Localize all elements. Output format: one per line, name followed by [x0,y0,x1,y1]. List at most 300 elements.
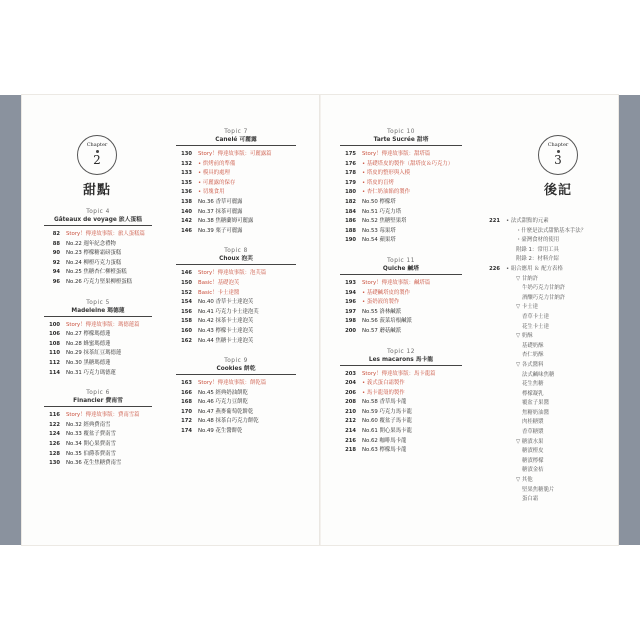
entry-title: No.27 檸檬瑪德蓮 [66,331,111,338]
entry-title: • 烘烤前的準備 [198,160,236,167]
page-number: 135 [181,179,192,186]
toc-entry [340,198,462,208]
page-number: 146 [181,270,192,277]
topic-underline [44,225,152,226]
page-number: 96 [52,278,60,285]
page-number: 154 [181,299,192,306]
topic-block [176,247,296,346]
toc-entry [340,279,462,289]
entry-title: Story！傳達故事版：費南雪篇 [66,412,140,419]
entry-title: • 基礎鹹塔皮的製作 [362,289,411,296]
topic-heading [44,208,152,224]
page-number: 122 [49,421,60,428]
entry-title: No.25 焦糖杏仁柳橙蛋糕 [66,269,127,276]
entry-title: Story！傳達故事版：鹹塔篇 [362,279,431,286]
toc-entry [340,379,462,389]
topic-block [176,128,296,236]
page-number: 132 [181,160,192,167]
page-number: 162 [181,337,192,344]
page-number: 82 [52,231,60,237]
page-number: 216 [345,437,356,444]
entry-title: No.35 伯爵茶費南雪 [66,450,116,457]
page-number [484,236,500,246]
toc-entry [44,411,152,421]
toc-entry [340,188,462,198]
toc-entry [484,399,604,409]
entry-title: No.37 抹茶可麗露 [198,208,243,215]
entry-title: No.60 覆盆子馬卡龍 [362,418,412,425]
entry-title: ▽ 甘納許 [516,275,539,282]
entry-title: ▽ 糖漬水果 [516,438,544,445]
page-number [484,438,500,448]
page-number: 160 [181,327,192,334]
topic-heading [340,257,462,273]
page-number: 124 [49,431,60,438]
entry-title: 酒釀巧克力甘納許 [522,294,566,301]
entry-title: • 塔皮的整形與入模 [362,170,411,177]
page-number: 186 [345,218,356,225]
page-number: 198 [345,318,356,325]
topic-name: Tarte Sucrée 甜塔 [373,137,429,143]
toc-entry [340,208,462,218]
chapter-number: 2 [93,153,101,167]
toc-entry [484,294,604,304]
entry-title: • 馬卡龍殼的製作 [362,389,405,396]
chapter-title: 後記 [543,183,572,198]
page-number [484,361,500,371]
entry-title: No.28 蜂蜜瑪德蓮 [66,340,111,347]
page-number [484,466,500,476]
entry-title: 法式鹹味焦糖 [522,371,555,378]
entry-title: No.52 焦糖堅果塔 [362,218,407,225]
entry-title: No.32 經典費南雪 [66,421,111,428]
toc-entry [176,160,296,170]
toc-entry [176,269,296,279]
entry-title: 糖漬金桔 [522,467,544,474]
page-number: 197 [345,308,356,315]
entry-title: No.61 開心果馬卡龍 [362,428,412,435]
toc-entry [484,217,604,227]
entry-title: 杏仁奶酥 [522,352,544,359]
entry-title: No.44 焦糖卡士達泡芙 [198,337,254,344]
toc-entry [340,408,462,418]
page-number: 188 [345,227,356,234]
toc-entry [44,369,152,379]
entry-title: No.34 開心果費南雪 [66,440,116,447]
toc-column-left-1 [44,208,152,469]
entry-title: 焦糖奶油醬 [522,409,549,416]
toc-entry [44,249,152,259]
toc-entry [340,446,462,456]
toc-entry [44,240,152,250]
toc-entry [340,327,462,337]
page-number: 210 [345,408,356,415]
entry-title: No.23 檸檬糖霜磅蛋糕 [66,250,122,257]
chapter-badge [538,135,578,175]
page-number [484,313,500,323]
page-number [484,428,500,438]
page-gutter [319,95,321,545]
toc-entry [176,379,296,389]
toc-entry [484,351,604,361]
chapter-number: 3 [554,153,562,167]
entry-title: Story！傳達故事版：旅人蛋糕篇 [66,231,145,237]
toc-entry [176,298,296,308]
topic-heading [340,128,462,144]
toc-entry [484,476,604,486]
toc-entry [484,284,604,294]
toc-entry [340,317,462,327]
chapter-badge [77,135,117,175]
page-number [484,246,500,256]
toc-entry [484,447,604,457]
entry-title: 覆盆子果醬 [522,400,549,407]
toc-entry [44,359,152,369]
entry-title: Story！傳達故事版：瑪德蓮篇 [66,321,140,328]
toc-entry [484,303,604,313]
toc-entry [340,417,462,427]
entry-title: No.47 燕麥葡萄乾餅乾 [198,408,254,415]
toc-entry [484,265,604,275]
page-number: 174 [181,428,192,435]
entry-title: • 切塊食用 [198,189,225,196]
topic-name: Choux 泡芙 [219,256,253,263]
entry-title: No.58 香草馬卡龍 [362,399,407,406]
entry-title: Story！傳達故事版：可麗露篇 [198,151,272,157]
page-number: 172 [181,418,192,425]
page-number [484,457,500,467]
entry-title: 糖漬橙皮 [522,448,544,455]
chapter-2-heading [62,135,132,198]
topic-block [44,389,152,469]
topic-label: Topic 8 [224,248,248,255]
toc-entry [176,289,296,299]
entry-title: No.22 週年紀念禮物 [66,240,116,247]
page-number [484,227,500,237]
toc-entry [484,371,604,381]
toc-entry [176,198,296,208]
entry-title: ・臺灣食材的使用 [516,237,560,244]
page-number: 128 [49,450,60,457]
entry-title: 香草卡士達 [522,313,549,320]
page-number [484,486,500,496]
page-number: 193 [345,279,356,286]
toc-entry [484,466,604,476]
toc-entry [340,308,462,318]
toc-entry [340,298,462,308]
entry-title: No.33 覆盆子費南雪 [66,431,116,438]
entry-title: No.51 巧克力塔 [362,208,402,215]
page-number: 114 [49,369,60,376]
toc-entry [340,236,462,246]
entry-title: No.59 巧克力馬卡龍 [362,408,412,415]
entry-title: • 法式甜點的元素 [506,218,549,224]
topic-underline [44,316,152,317]
page-number: 126 [49,440,60,447]
entry-title: No.41 巧克力卡士達泡芙 [198,308,259,315]
entry-title: No.26 巧克力堅果柳橙蛋糕 [66,278,133,285]
entry-title: No.55 洛林鹹派 [362,308,402,315]
entry-title: No.56 菠菜培根鹹派 [362,318,412,325]
entry-title: 肉桂糖漿 [522,419,544,426]
entry-title: No.45 經典奶油餅乾 [198,389,248,396]
topic-label: Topic 7 [224,129,248,135]
toc-entry [176,327,296,337]
topic-underline [44,406,152,407]
page-number: 92 [52,259,60,266]
entry-title: • 杏仁奶油餡的製作 [362,189,411,196]
page-number: 175 [345,151,356,157]
page-number: 178 [345,170,356,177]
toc-entry [44,421,152,431]
page-number [484,418,500,428]
toc-entry [340,437,462,447]
topic-heading [176,247,296,263]
entry-title: No.40 香草卡士達泡芙 [198,299,254,306]
chapter-3-heading [523,135,593,198]
entry-title: Story！傳達故事版：泡芙篇 [198,270,267,277]
chapter-label: Chapter [86,142,108,148]
entry-title: No.53 莓果塔 [362,227,396,234]
toc-entry [176,317,296,327]
page-number: 130 [49,460,60,467]
topic-name: Les macarons 馬卡龍 [368,356,434,363]
page-number: 100 [49,321,60,328]
toc-entry [484,342,604,352]
page-number: 208 [345,399,356,406]
page-number: 106 [49,331,60,338]
toc-entry [484,380,604,390]
toc-entry [176,179,296,189]
toc-entry [340,217,462,227]
entry-title: Story！傳達故事版：甜塔篇 [362,151,431,157]
toc-entry [484,457,604,467]
topic-heading [176,357,296,373]
entry-title: • 塔皮的盲烤 [362,179,394,186]
toc-entry [44,321,152,331]
toc-entry [176,408,296,418]
topic-heading [44,389,152,405]
entry-title: 檸檬凝乳 [522,390,544,397]
page-number [484,351,500,361]
page-number: 168 [181,399,192,406]
toc-entry [176,417,296,427]
entry-title: No.57 蘑菇鹹派 [362,327,402,334]
page-number [484,390,500,400]
toc-entry [484,390,604,400]
book-edge-right [618,95,640,545]
toc-entry [484,486,604,496]
toc-entry [484,409,604,419]
entry-title: 附錄 1：常用工具 [516,246,559,253]
entry-title: 蛋白霜 [522,496,539,503]
page-number: 206 [345,389,356,396]
page-number: 130 [181,151,192,157]
page-number [484,332,500,342]
page-number [484,447,500,457]
topic-block [340,348,462,456]
toc-entry [176,398,296,408]
page-number: 180 [345,189,356,196]
topic-underline [176,374,296,375]
topic-label: Topic 10 [387,129,415,135]
page-number: 170 [181,408,192,415]
topic-heading [340,348,462,364]
topic-name: Gâteaux de voyage 旅人蛋糕 [53,217,142,223]
entry-title: Story！傳達故事版：餅乾篇 [198,380,267,387]
topic-name: Canelé 可麗露 [215,137,257,143]
toc-entry [484,332,604,342]
topic-underline [340,274,462,275]
entry-title: Basic！基礎泡芙 [198,279,240,286]
page-number: 108 [49,340,60,347]
page-number: 94 [52,269,60,276]
topic-label: Topic 11 [387,257,415,264]
entry-title: No.38 焦糖蘭姆可麗露 [198,218,254,225]
page-number: 166 [181,389,192,396]
topic-underline [340,365,462,366]
toc-entry [176,208,296,218]
topic-block [44,208,152,288]
entry-title: • 義式蛋白霜製作 [362,380,405,387]
entry-title: No.46 巧克力豆餅乾 [198,399,248,406]
toc-entry [44,278,152,288]
page-number: 116 [49,412,60,419]
topic-name: Quiche 鹹塔 [382,265,420,272]
toc-entry [484,246,604,256]
toc-column-left-2 [176,128,296,437]
topic-underline [176,264,296,265]
page-number: 88 [52,240,60,247]
entry-title: 花生卡士達 [522,323,549,330]
page-number [484,255,500,265]
entry-title: 牛奶巧克力甘納許 [522,285,566,292]
topic-block [340,128,462,246]
page-number [484,342,500,352]
toc-entry [340,150,462,160]
topic-label: Topic 4 [86,209,110,215]
page-number: 221 [489,218,500,224]
page-number [484,294,500,304]
page-number: 218 [345,447,356,454]
page-number: 158 [181,318,192,325]
entry-title: ▽ 其他 [516,477,533,484]
toc-entry [340,160,462,170]
toc-entry [484,495,604,505]
topic-heading [44,299,152,315]
page-number [484,399,500,409]
entry-title: 基礎奶酥 [522,342,544,349]
entry-title: No.49 花生醬餅乾 [198,428,243,435]
toc-entry [44,230,152,240]
toc-entry [44,268,152,278]
entry-title: ・什麼是法式甜點基本手法？ [516,227,587,234]
entry-title: • 蛋奶液的製作 [362,299,400,306]
entry-title: Story！傳達故事版：馬卡龍篇 [362,370,436,377]
topic-name: Madeleine 瑪德蓮 [71,307,125,314]
entry-title: ▽ 奶酥 [516,333,533,340]
page-number: 110 [49,350,60,357]
page-number: 176 [345,160,356,167]
page-number: 146 [181,227,192,234]
toc-entry [176,427,296,437]
toc-entry [340,389,462,399]
toc-entry [176,279,296,289]
page-number: 184 [345,208,356,215]
entry-title: No.50 檸檬塔 [362,198,396,205]
entry-title: • 基礎塔皮的製作（甜塔皮＆巧克力） [362,160,454,167]
entry-title: Basic！卡士達醬 [198,289,240,296]
entry-title: ▽ 卡士達 [516,304,539,311]
toc-entry [484,438,604,448]
entry-title: • 組合應用 ＆ 配方表格 [506,265,563,272]
page-number: 179 [345,179,356,186]
toc-entry [484,418,604,428]
toc-column-right-2 [484,217,604,505]
entry-title: 堅果焦糖脆片 [522,486,555,493]
page-number: 133 [181,170,192,177]
page-number: 212 [345,418,356,425]
toc-entry [44,440,152,450]
toc-entry [176,150,296,160]
page-number: 190 [345,237,356,244]
toc-entry [340,179,462,189]
toc-entry [176,217,296,227]
toc-entry [44,459,152,469]
entry-title: No.36 花生焦糖費南雪 [66,460,122,467]
entry-title: ▽ 各式醬料 [516,361,544,368]
page-number [484,303,500,313]
toc-entry [340,169,462,179]
entry-title: 香草糖漿 [522,429,544,436]
toc-entry [484,255,604,265]
entry-title: No.31 巧克力瑪德蓮 [66,369,116,376]
entry-title: • 可麗露的保存 [198,179,236,186]
toc-entry [340,427,462,437]
page-number: 156 [181,308,192,315]
page-number: 90 [52,250,60,257]
page-number: 136 [181,189,192,196]
entry-title: No.48 抹茶白巧克力餅乾 [198,418,259,425]
topic-underline [340,145,462,146]
toc-entry [484,323,604,333]
topic-block [44,299,152,379]
toc-entry [484,227,604,237]
toc-entry [176,337,296,347]
topic-name: Financier 費南雪 [73,398,123,405]
page-number: 142 [181,218,192,225]
chapter-title: 甜點 [82,183,111,198]
page-number [484,409,500,419]
page-number [484,323,500,333]
page-number: 200 [345,327,356,334]
topic-name: Cookies 餅乾 [216,366,256,373]
topic-label: Topic 5 [86,299,110,306]
entry-title: No.24 柳橙巧克力蛋糕 [66,259,122,266]
entry-title: No.29 抹茶紅豆瑪德蓮 [66,350,122,357]
page-number [484,371,500,381]
toc-entry [340,370,462,380]
page-number: 203 [345,370,356,377]
entry-title: No.54 蘋果塔 [362,237,396,244]
topic-block [176,357,296,437]
page-number: 196 [345,299,356,306]
topic-label: Topic 6 [86,390,110,397]
toc-column-right-1 [340,128,462,456]
toc-entry [44,450,152,460]
book-edge-left [0,95,22,545]
toc-entry [176,188,296,198]
